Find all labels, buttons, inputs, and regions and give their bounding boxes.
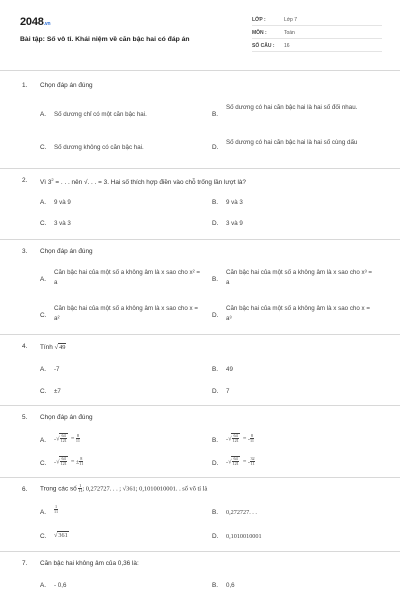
option-expression[interactable]: $\frac{1}{11}$: [54, 504, 59, 515]
option-label[interactable]: C.: [40, 533, 47, 540]
option-label[interactable]: A.: [40, 366, 47, 373]
meta-class: LỚP : Lớp 7: [252, 16, 382, 26]
question-number: 1.: [22, 82, 28, 89]
option-text[interactable]: Căn bậc hai của một số a không âm là x sao cho x = a²: [54, 305, 198, 322]
question-text: Chọn đáp án đúng: [40, 248, 93, 255]
option-label[interactable]: A.: [40, 199, 47, 206]
option-label[interactable]: A.: [40, 509, 47, 516]
question-text: Tính √49: [40, 344, 66, 351]
option-text[interactable]: 3 và 9: [226, 220, 243, 227]
option-label[interactable]: A.: [40, 437, 47, 444]
option-text[interactable]: - 0,6: [54, 582, 67, 589]
question-number: 3.: [22, 248, 28, 255]
divider: [0, 405, 400, 406]
question-number: 2.: [22, 177, 28, 184]
option-text[interactable]: 49: [226, 366, 233, 373]
page-title: Bài tập: Số vô tỉ. Khái niệm về căn bậc hai có đáp án: [20, 36, 190, 43]
option-text[interactable]: 9 và 3: [226, 199, 243, 206]
divider: [0, 239, 400, 240]
option-label[interactable]: D.: [212, 220, 219, 227]
option-text[interactable]: Số dương có hai căn bậc hai là hai số cùng dấu: [226, 139, 358, 146]
option-label[interactable]: C.: [40, 312, 47, 319]
option-label[interactable]: A.: [40, 582, 47, 589]
option-label[interactable]: D.: [212, 460, 219, 467]
option-label[interactable]: C.: [40, 388, 47, 395]
option-expression[interactable]: -√ $\frac{64}{121}$ = - $\frac{32}{11}$: [226, 456, 255, 467]
meta-count: SỐ CÂU : 16: [252, 42, 382, 52]
option-text[interactable]: Căn bậc hai của một số a không âm là x sao cho x² = a: [54, 269, 201, 286]
option-text[interactable]: 0,272727. . .: [226, 509, 257, 516]
question-text: Trong các số $\frac{1}{11}$ ; 0,272727. . . ; √361; 0,1010010001. . số vô tỉ là: [40, 483, 208, 494]
option-label[interactable]: B.: [212, 437, 219, 444]
option-label[interactable]: D.: [212, 312, 219, 319]
divider: [0, 334, 400, 335]
option-text[interactable]: Căn bậc hai của một số a không âm là x sao cho x = a³: [226, 305, 370, 322]
question-text: Chọn đáp án đúng: [40, 414, 93, 421]
divider: [0, 477, 400, 478]
divider: [0, 551, 400, 552]
option-text[interactable]: -7: [54, 366, 60, 373]
question-number: 5.: [22, 414, 28, 421]
option-expression[interactable]: -√ $\frac{64}{121}$ = ± $\frac{8}{11}$: [54, 456, 84, 467]
option-label[interactable]: D.: [212, 388, 219, 395]
option-label[interactable]: A.: [40, 276, 47, 283]
sqrt-symbol: √49: [54, 344, 66, 351]
question-number: 4.: [22, 343, 28, 350]
question-number: 6.: [22, 486, 28, 493]
option-expression[interactable]: √361: [54, 532, 68, 539]
option-label[interactable]: B.: [212, 111, 219, 118]
question-text: Chọn đáp án đúng: [40, 82, 93, 89]
option-text[interactable]: 7: [226, 388, 230, 395]
option-label[interactable]: A.: [40, 111, 47, 118]
option-text[interactable]: ±7: [54, 388, 61, 395]
option-text[interactable]: Số dương không có căn bậc hai.: [54, 144, 144, 151]
option-expression[interactable]: -√ $\frac{64}{121}$ = $\frac{8}{11}$: [54, 433, 80, 444]
question-text: Vì $3^2$ = . . . nên √. . . = 3. Hai số thích hợp điền vào chỗ trống lần lượt là?: [40, 177, 246, 187]
divider: [0, 70, 400, 71]
option-label[interactable]: D.: [212, 533, 219, 540]
option-text[interactable]: 0,6: [226, 582, 235, 589]
option-label[interactable]: B.: [212, 366, 219, 373]
option-expression[interactable]: -√ $\frac{64}{121}$ = - $\frac{8}{11}$: [226, 433, 254, 444]
site-logo[interactable]: 2048.vn: [20, 16, 51, 28]
option-label[interactable]: C.: [40, 220, 47, 227]
question-text: Căn bậc hai không âm của 0,36 là:: [40, 560, 139, 567]
option-text[interactable]: 3 và 3: [54, 220, 71, 227]
option-label[interactable]: C.: [40, 460, 47, 467]
option-text[interactable]: Số dương có hai căn bậc hai là hai số đối nhau.: [226, 104, 358, 111]
option-label[interactable]: B.: [212, 276, 219, 283]
question-number: 7.: [22, 560, 28, 567]
option-text[interactable]: 0,1010010001: [226, 533, 262, 540]
meta-subject: MÔN : Toán: [252, 29, 382, 39]
divider: [0, 168, 400, 169]
option-label[interactable]: B.: [212, 509, 219, 516]
option-label[interactable]: D.: [212, 144, 219, 151]
option-label[interactable]: B.: [212, 199, 219, 206]
option-text[interactable]: 9 và 9: [54, 199, 71, 206]
page-header: [20, 14, 382, 64]
option-text[interactable]: Số dương chỉ có một căn bậc hai.: [54, 111, 147, 118]
option-text[interactable]: Căn bậc hai của một số a không âm là x sao cho x³ = a: [226, 269, 373, 286]
option-label[interactable]: B.: [212, 582, 219, 589]
option-label[interactable]: C.: [40, 144, 47, 151]
